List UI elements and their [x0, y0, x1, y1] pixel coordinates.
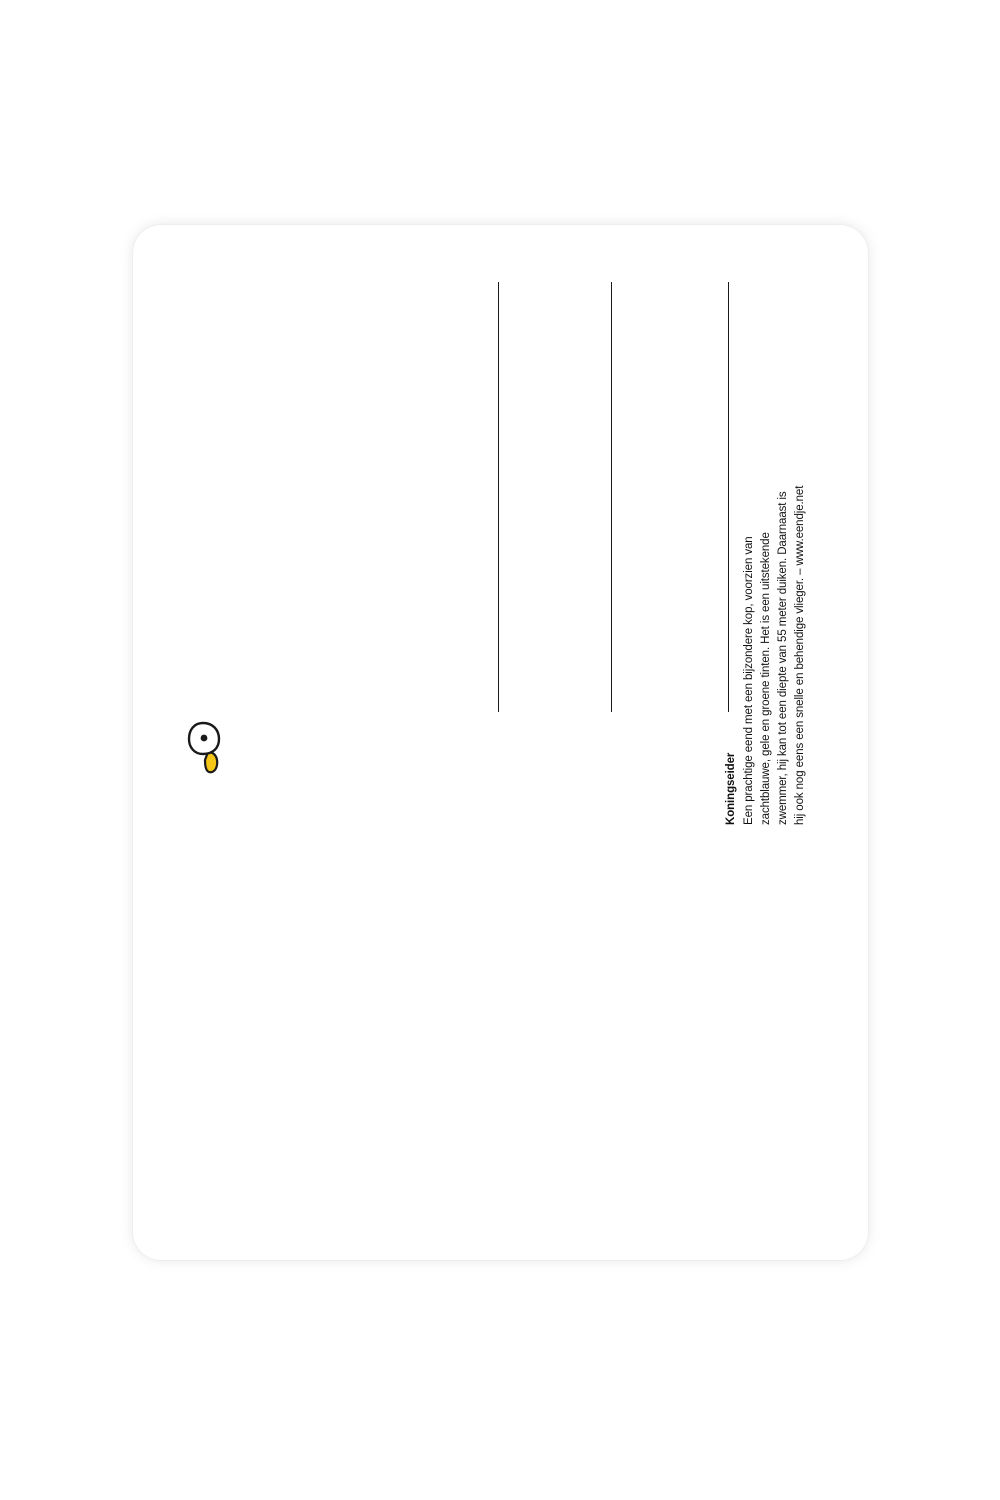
- caption-block: [723, 445, 809, 825]
- postcard: [133, 225, 868, 1260]
- caption-title: Koningseider: [725, 752, 737, 825]
- address-line-2[interactable]: [611, 282, 612, 712]
- duck-head-icon: [187, 720, 229, 780]
- caption-body: Een prachtige eend met een bijzondere kop, voorzien van zachtblauwe, gele en groene tinten. Het is een uitstekende zwemmer, hij kan tot een diepte van 55 meter duiken. Daarnaast is hij ook nog eens een snelle en behendige vlieger. – www.eendje.net: [743, 485, 807, 825]
- address-line-1[interactable]: [498, 282, 499, 712]
